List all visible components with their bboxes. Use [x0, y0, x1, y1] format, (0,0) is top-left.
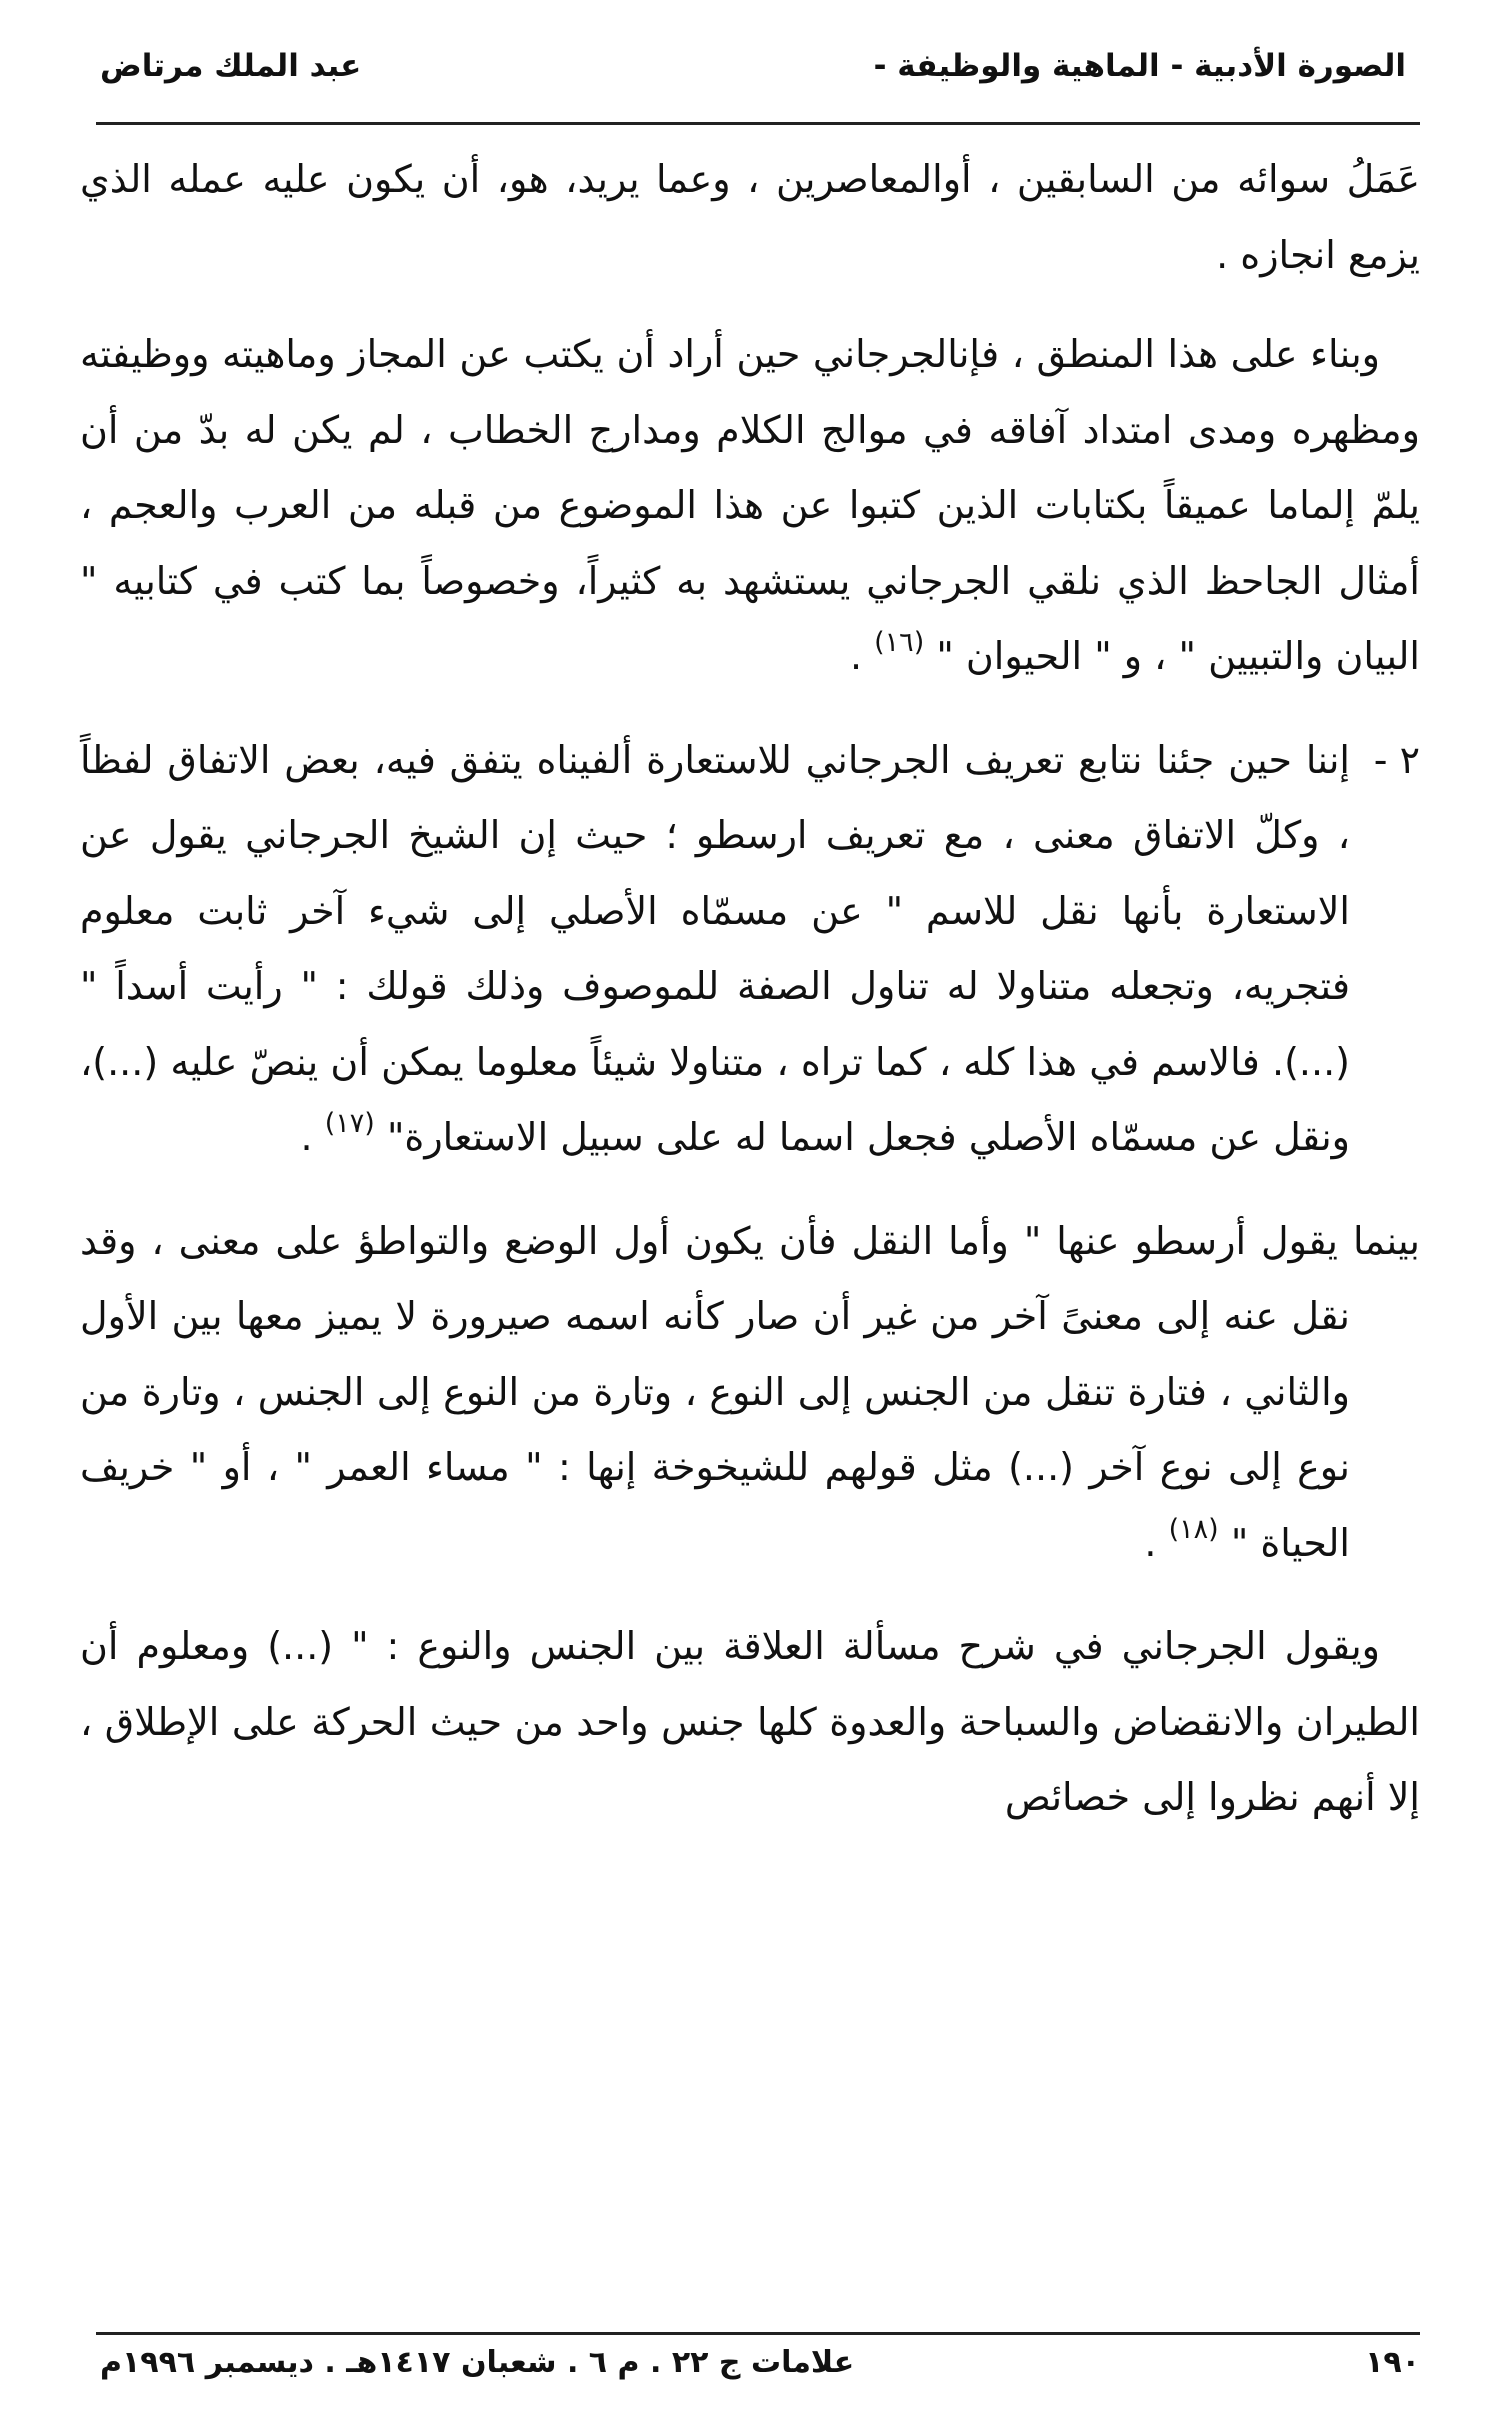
page-number: ١٩٠	[1365, 2345, 1420, 2380]
body-text	[80, 142, 1420, 1836]
header-rule	[96, 122, 1420, 125]
running-title: الصورة الأدبية - الماهية والوظيفة -	[873, 48, 1406, 84]
paragraph-3-text: بينما يقول أرسطو عنها " وأما النقل فأن يكون أول الوضع والتواطؤ على معنى ، وقد نقل عنه إلى معنىً آخر من غير أن صار كأنه اسمه صيرورة لا يميز معها بين الأول والثاني ، فتارة تنقل من الجنس إلى النوع ، وتارة من النوع إلى الجنس ، وتارة من نوع إلى نوع آخر (...) مثل قولهم للشيخوخة إنها : " مساء العمر " ، أو " خريف الحياة "	[80, 1218, 1420, 1565]
item-2-text: إننا حين جئنا نتابع تعريف الجرجاني للاستعارة ألفيناه يتفق فيه، بعض الاتفاق لفظاً ، وكلّ الاتفاق معنى ، مع تعريف ارسطو ؛ حيث إن الشيخ الجرجاني يقول عن الاستعارة بأنها نقل للاسم " عن مسمّاه الأصلي إلى شيء آخر ثابت معلوم فتجريه، وتجعله متناولا له تناول الصفة للموصوف وذلك قولك : " رأيت أسداً " (...). فالاسم في هذا كله ، كما تراه ، متناولا شيئاً معلوما يمكن أن ينصّ عليه (...)، ونقل عن مسمّاه الأصلي فجعل اسما له على سبيل الاستعارة"	[80, 737, 1350, 1159]
journal-citation: علامات ج ٢٢ . م ٦ . شعبان ١٤١٧هـ . ديسمبر ١٩٩٦م	[100, 2345, 855, 2380]
paragraph-2-text: وبناء على هذا المنطق ، فإنالجرجاني حين أراد أن يكتب عن المجاز وماهيته ووظيفته ومظهره ومدى امتداد آفاقه في موالج الكلام ومدارج الخطاب ، لم يكن له بدّ من أن يلمّ إلماما عميقاً بكتابات الذين كتبوا عن هذا الموضوع من قبله من العرب والعجم ، أمثال الجاحظ الذي نلقي الجرجاني يستشهد به كثيراً، وخصوصاً بما كتب في كتابيه " البيان والتبيين " ، و " الحيوان "	[80, 332, 1420, 678]
running-author: عبد الملك مرتاض	[100, 48, 362, 84]
footnote-ref-17: (١٧)	[324, 1108, 375, 1139]
paragraph-3-end: .	[1144, 1520, 1157, 1565]
item-number: ٢ -	[1373, 737, 1420, 782]
footnote-ref-16: (١٦)	[874, 627, 925, 658]
numbered-item-2	[80, 723, 1420, 1180]
item-2-end: .	[300, 1115, 313, 1159]
footnote-ref-18: (١٨)	[1168, 1513, 1219, 1545]
paragraph-2-end: .	[849, 634, 863, 678]
footer-rule	[96, 2332, 1420, 2335]
paragraph-2	[80, 317, 1420, 699]
paragraph-1: عَمَلُ سوائه من السابقين ، أوالمعاصرين ، وعما يريد، هو، أن يكون عليه عمله الذي يزمع انجازه .	[80, 157, 1420, 277]
paragraph-3	[80, 1204, 1420, 1586]
paragraph-4: ويقول الجرجاني في شرح مسألة العلاقة بين الجنس والنوع : " (...) ومعلوم أن الطيران والانقضاض والسباحة والعدوة كلها جنس واحد من حيث الحركة على الإطلاق ، إلا أنهم نظروا إلى خصائص	[80, 1624, 1420, 1819]
